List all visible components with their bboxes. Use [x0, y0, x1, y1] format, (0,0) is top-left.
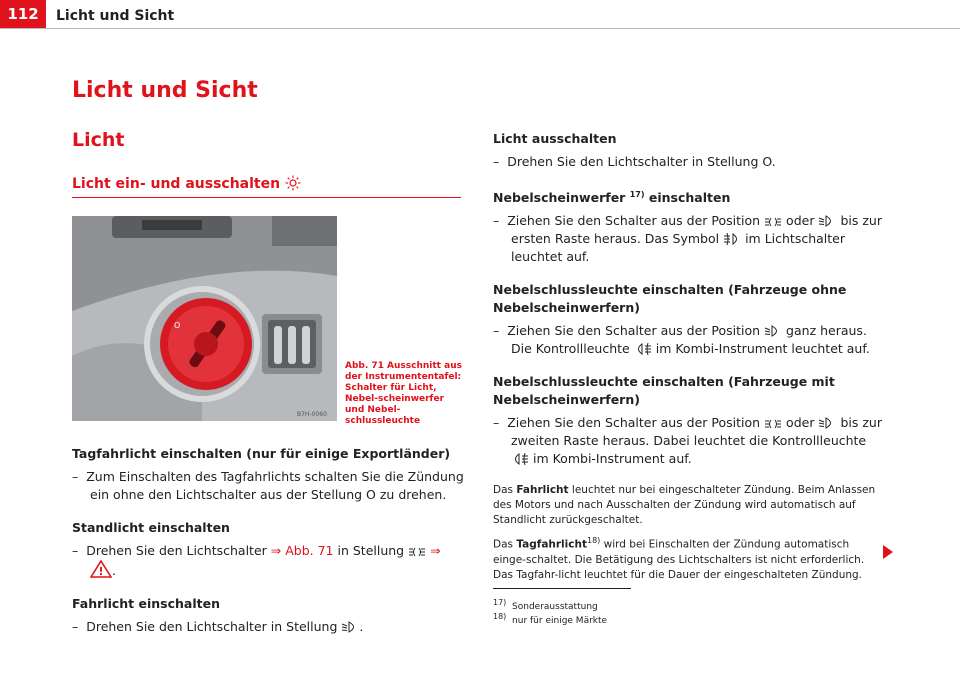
rearfog1-title: Nebelschlussleuchte einschalten (Fahrzeuge ohne Nebelscheinwerfern) — [493, 282, 847, 316]
subsection-title-text: Licht ein- und ausschalten — [72, 176, 281, 192]
parking-light-icon — [764, 216, 782, 228]
driving-title: Fahrlicht einschalten — [72, 596, 220, 611]
next-page-arrow[interactable] — [883, 545, 893, 559]
header-rule — [0, 28, 960, 29]
svg-text:O: O — [174, 321, 181, 330]
subsection-title — [72, 175, 301, 192]
note-tagfahrlicht: Das Tagfahrlicht$^{18)}$ wird bei Einschalten der Zündung automatisch einge-schaltet. Die Betätigung des Lichtschalters ist nicht erforderlich. Das Tagfahr-licht leuchtet für die Dauer der eingeschalteten Zündung. — [493, 536, 865, 581]
figure-code: B7H-0060 — [297, 411, 327, 418]
footnote-17: $^{17)}$ Sonderausstattung — [493, 598, 598, 612]
low-beam-icon — [818, 416, 836, 430]
sun-icon — [285, 175, 301, 191]
rearfog2-title: Nebelschlussleuchte einschalten (Fahrzeuge mit Nebelscheinwerfern) — [493, 374, 835, 408]
left-column — [72, 445, 464, 636]
warning-triangle-icon[interactable] — [90, 560, 112, 578]
rear-fog-icon — [511, 452, 529, 466]
driving-step: – Drehen Sie den Lichtschalter in Stellung . — [72, 619, 364, 634]
rearfog2-step: – Ziehen Sie den Schalter aus der Position oder bis zur zweiten Raste heraus. Dabei leuchtet die Kontrollleuchte im Kombi-Instrument auf. — [493, 415, 882, 467]
figure-reference-link[interactable]: ⇒ Abb. 71 — [270, 543, 334, 558]
daytime-title: Tagfahrlicht einschalten (nur für einige Exportländer) — [72, 446, 451, 461]
subsection-rule — [72, 197, 461, 198]
right-column — [493, 130, 883, 583]
footnote-rule — [493, 588, 631, 589]
svg-text:!: ! — [98, 565, 104, 578]
daytime-step: – Zum Einschalten des Tagfahrlichts schalten Sie die Zündung ein ohne den Lichtschalter aus der Stellung O zu drehen. — [72, 469, 464, 502]
fog-step: – Ziehen Sie den Schalter aus der Position oder bis zur ersten Raste heraus. Das Symbol im Lichtschalter leuchtet auf. — [493, 213, 882, 265]
page-number: 112 — [0, 0, 46, 28]
rear-fog-icon — [634, 342, 652, 356]
low-beam-icon — [341, 620, 359, 634]
parking-light-icon — [408, 546, 426, 558]
running-header-title: Licht und Sicht — [56, 8, 175, 24]
fog-light-icon — [723, 232, 741, 246]
off-title: Licht ausschalten — [493, 131, 617, 146]
section-title: Licht — [72, 129, 125, 151]
parking-step: – Drehen Sie den Lichtschalter ⇒ Abb. 71 in Stellung ⇒ ! . — [72, 543, 441, 578]
off-step: – Drehen Sie den Lichtschalter in Stellung O. — [493, 154, 776, 169]
dashboard-photo — [72, 216, 337, 421]
fog-title: Nebelscheinwerfer $^{17)}$ einschalten — [493, 190, 731, 206]
note-fahrlicht: Das Fahrlicht leuchtet nur bei eingeschalteter Zündung. Beim Anlassen des Motors und nach Ausschalten der Zündung wird automatisch auf Standlicht zurückgeschaltet. — [493, 484, 876, 527]
chapter-title: Licht und Sicht — [72, 78, 258, 103]
footnote-18: $^{18)}$ nur für einige Märkte — [493, 612, 608, 626]
low-beam-icon — [764, 324, 782, 338]
low-beam-icon — [818, 214, 836, 228]
parking-title: Standlicht einschalten — [72, 520, 230, 535]
rearfog1-step: – Ziehen Sie den Schalter aus der Position ganz heraus. Die Kontrollleuchte im Kombi-Instrument leuchtet auf. — [493, 323, 870, 357]
figure-caption: Abb. 71 Ausschnitt aus der Instrumententafel: Schalter für Licht, Nebel-scheinwerfer und Nebel-schlussleuchte — [345, 361, 462, 426]
figure-light-switch — [72, 216, 337, 421]
parking-light-icon — [764, 418, 782, 430]
